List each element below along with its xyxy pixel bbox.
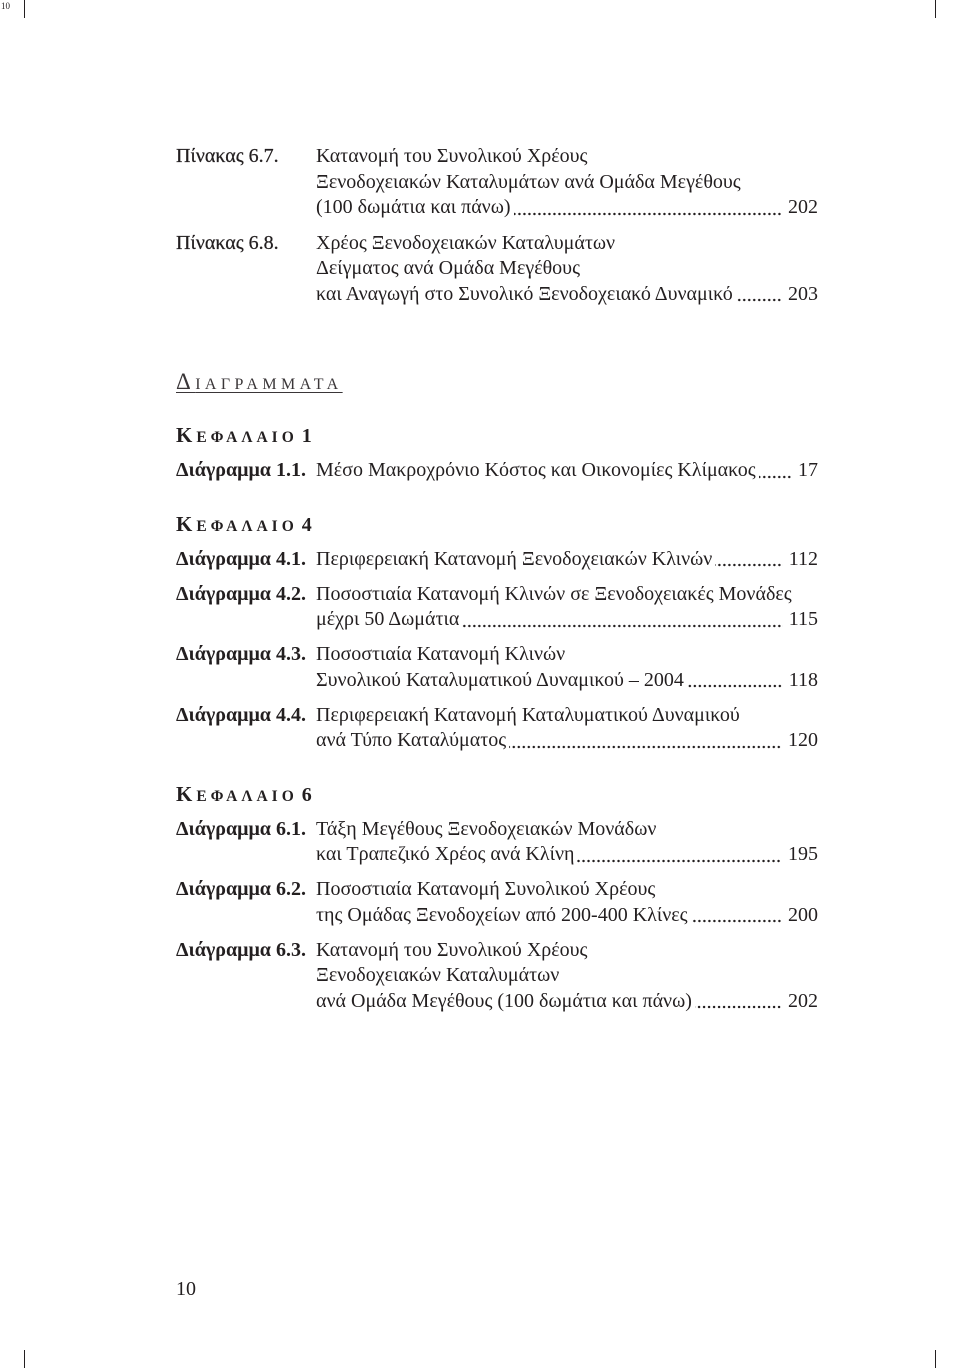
entry-title [316, 642, 818, 693]
entry-label: Διάγραμμα 6.1. [176, 817, 306, 840]
title-line: Μέσο Μακροχρόνιο Κόστος και Οικονομίες Κλίμακος [316, 459, 756, 481]
chapter-number: 1 [301, 425, 312, 447]
entry-title [316, 817, 818, 868]
title-line: Ποσοστιαία Κατανομή Συνολικού Χρέους [316, 878, 656, 900]
chapter-heading [176, 779, 818, 809]
title-line: ανά Τύπο Καταλύματος [316, 729, 507, 751]
title-line: Περιφερειακή Κατανομή Ξενοδοχειακών Κλινών [316, 547, 713, 570]
section-heading-text: ΔΙΑΓΡΑΜΜΑΤΑ [176, 369, 343, 394]
entry-label: Διάγραμμα 1.1. [176, 459, 306, 481]
toc-entry [176, 144, 818, 221]
title-last-line [316, 668, 818, 694]
dot-leader [695, 989, 782, 1015]
dot-leader [691, 903, 782, 929]
toc-entry [176, 938, 818, 1015]
title-line: Ποσοστιαία Κατανομή Κλινών [316, 643, 566, 665]
page-number: 195 [788, 843, 818, 865]
diagrams-heading [176, 367, 818, 397]
entry-label: Πίνακας 6.7. [176, 145, 279, 167]
title-last-line [316, 903, 818, 929]
toc-entry [176, 642, 818, 693]
entry-label: Διάγραμμα 4.2. [176, 582, 306, 605]
entry-label: Διάγραμμα 4.1. [176, 547, 306, 570]
page-number: 118 [788, 668, 818, 691]
title-line: Κατανομή του Συνολικού Χρέους [316, 938, 588, 961]
chapter-number: 6 [301, 783, 312, 806]
crop-mark-bottom-left [24, 1350, 25, 1368]
entry-title [316, 458, 818, 484]
title-line: της Ομάδας Ξενοδοχείων από 200-400 Κλίνες [316, 903, 688, 926]
crop-mark-bottom-right [935, 1350, 936, 1368]
dot-leader [462, 607, 782, 633]
dot-leader [759, 458, 792, 484]
title-line: Συνολικού Καταλυματικού Δυναμικού – 2004 [316, 668, 684, 691]
title-line: Ξενοδοχειακών Καταλυμάτων [316, 964, 560, 986]
entry-title [316, 547, 818, 573]
page-number: 115 [788, 608, 818, 630]
page-number: 120 [788, 729, 818, 751]
title-last-line [316, 547, 818, 573]
title-line: ανά Ομάδα Μεγέθους (100 δωμάτια και πάνω) [316, 989, 692, 1012]
dot-leader [514, 195, 782, 221]
title-last-line [316, 607, 818, 633]
entry-label: Διάγραμμα 4.3. [176, 643, 306, 665]
entry-title [316, 938, 818, 1015]
entry-label: Διάγραμμα 6.3. [176, 938, 306, 961]
title-line: και Αναγωγή στο Συνολικό Ξενοδοχειακό Δυναμικό [316, 282, 733, 305]
chapter-label: ΚΕΦΑΛΑΙΟ [176, 781, 298, 806]
chapter-heading [176, 420, 818, 450]
title-last-line [316, 195, 818, 221]
title-line: Ποσοστιαία Κατανομή Κλινών σε Ξενοδοχειακές Μονάδες [316, 582, 792, 605]
title-last-line [316, 989, 818, 1015]
entry-title [316, 703, 818, 754]
dot-leader [577, 842, 782, 868]
title-last-line [316, 458, 818, 484]
toc-entry [176, 817, 818, 868]
dot-leader [736, 282, 782, 308]
entry-title [316, 231, 818, 308]
page-number: 112 [788, 547, 818, 570]
title-line: (100 δωμάτια και πάνω) [316, 196, 511, 218]
toc-entry [176, 877, 818, 928]
title-line: Χρέος Ξενοδοχειακών Καταλυμάτων [316, 231, 616, 254]
title-last-line [316, 282, 818, 308]
crop-mark-top-right [935, 0, 936, 18]
tables-list [176, 144, 818, 307]
title-line: Κατανομή του Συνολικού Χρέους [316, 145, 588, 167]
entry-title [316, 877, 818, 928]
entry-label: Διάγραμμα 4.4. [176, 703, 306, 726]
entry-title [316, 582, 818, 633]
page-number: 17 [798, 459, 818, 481]
dot-leader [509, 728, 782, 754]
entry-label: Διάγραμμα 6.2. [176, 878, 306, 900]
dot-leader [687, 668, 783, 694]
chapter-number: 4 [301, 513, 312, 536]
chapter-label: ΚΕΦΑΛΑΙΟ [176, 423, 298, 447]
title-line: Περιφερειακή Κατανομή Καταλυματικού Δυναμικού [316, 703, 740, 726]
toc-entry [176, 582, 818, 633]
page-number: 200 [788, 903, 818, 926]
title-line: και Τραπεζικό Χρέος ανά Κλίνη [316, 843, 575, 865]
crop-mark-top-left [24, 0, 25, 18]
title-line: Ξενοδοχειακών Καταλυμάτων ανά Ομάδα Μεγέθους [316, 170, 741, 193]
slug-page-number: 10 [1, 1, 10, 11]
dot-leader [715, 547, 782, 573]
title-line: Τάξη Μεγέθους Ξενοδοχειακών Μονάδων [316, 817, 657, 840]
title-last-line [316, 842, 818, 868]
toc-entry [176, 703, 818, 754]
page-number: 203 [788, 282, 818, 305]
title-line: μέχρι 50 Δωμάτια [316, 608, 460, 630]
toc-entry [176, 458, 818, 484]
entry-label: Πίνακας 6.8. [176, 231, 279, 254]
page-number: 202 [788, 196, 818, 218]
footer-page-number: 10 [176, 1278, 196, 1300]
toc-entry [176, 547, 818, 573]
title-last-line [316, 728, 818, 754]
chapter-heading [176, 509, 818, 539]
chapter-label: ΚΕΦΑΛΑΙΟ [176, 511, 298, 536]
title-line: Δείγματος ανά Ομάδα Μεγέθους [316, 257, 581, 279]
table-of-contents [176, 144, 818, 1014]
entry-title [316, 144, 818, 221]
page-number: 202 [788, 989, 818, 1012]
toc-entry [176, 231, 818, 308]
